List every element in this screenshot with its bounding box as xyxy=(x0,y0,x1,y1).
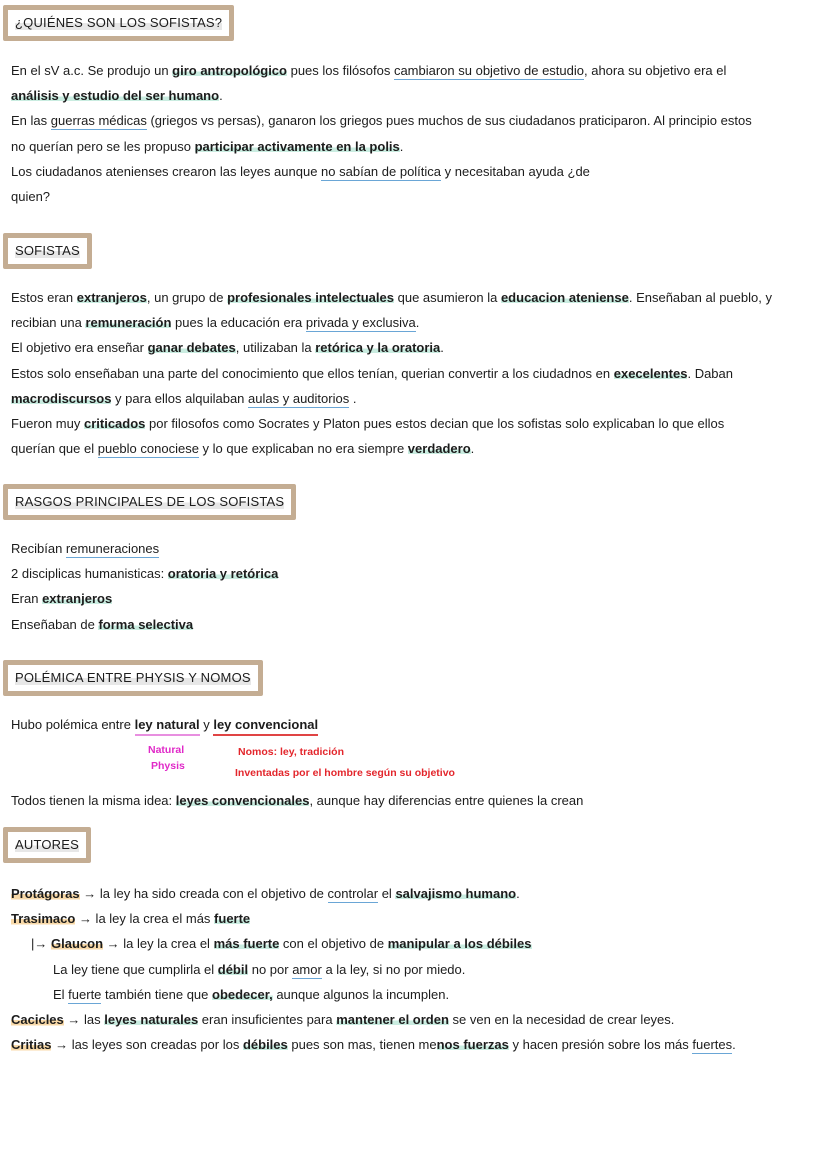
note-nomos: Nomos: ley, tradición xyxy=(238,746,344,758)
note-inventadas: Inventadas por el hombre según su objetivo xyxy=(235,767,455,779)
text-line: quien? xyxy=(11,188,51,204)
text-line: Enseñaban de forma selectiva xyxy=(11,616,194,632)
heading-text: SOFISTAS xyxy=(15,243,80,258)
highlight: forma selectiva xyxy=(98,616,194,632)
heading-autores xyxy=(3,827,91,863)
text-line: Cacicles → las leyes naturales eran insuficientes para mantener el orden se ven en la necesidad de crear leyes. xyxy=(11,1011,675,1027)
note-physis: Physis xyxy=(151,760,185,772)
underline: guerras médicas xyxy=(50,113,147,129)
highlight: mantener el orden xyxy=(336,1011,449,1027)
author-name: Critias xyxy=(11,1037,52,1053)
text-line: Estos solo enseñaban una parte del conocimiento que ellos tenían, querian convertir a los ciudadnos en execelentes. Daban xyxy=(11,365,734,381)
note-natural: Natural xyxy=(148,744,185,756)
text-line: Estos eran extranjeros, un grupo de profesionales intelectuales que asumieron la educacion ateniense. Enseñaban al pueblo, y xyxy=(11,290,772,305)
highlight: más fuerte xyxy=(213,936,280,952)
highlight: obedecer, xyxy=(212,986,273,1002)
highlight: nos fuerzas xyxy=(436,1037,509,1053)
section-autores xyxy=(11,881,811,1057)
section-rasgos xyxy=(11,536,811,637)
text-line: Trasimaco → la ley la crea el más fuerte xyxy=(11,911,251,927)
text-line: no querían pero se les propuso participar activamente en la polis. xyxy=(11,138,404,154)
heading-rasgos xyxy=(3,484,296,520)
highlight: débil xyxy=(217,961,249,977)
heading-text: ¿QUIÉNES SON LOS SOFISTAS? xyxy=(15,15,223,30)
highlight: ganar debates xyxy=(147,340,236,356)
highlight: análisis y estudio del ser humano xyxy=(11,88,220,104)
highlight: execelentes xyxy=(613,365,688,381)
section-intro xyxy=(11,58,811,209)
text-line: recibian una remuneración pues la educación era privada y exclusiva. xyxy=(11,315,420,331)
highlight: fuerte xyxy=(214,911,251,927)
author-name: Protágoras xyxy=(11,886,80,901)
highlight: macrodiscursos xyxy=(11,390,112,406)
highlight: participar activamente en la polis xyxy=(194,138,400,154)
underline: fuertes xyxy=(692,1037,733,1053)
text-line: En el sV a.c. Se produjo un giro antropológico pues los filósofos cambiaron su objetivo de estudio, ahora su objetivo era el xyxy=(11,63,727,78)
heading-text: AUTORES xyxy=(15,837,80,852)
text-line: El objetivo era enseñar ganar debates, utilizaban la retórica y la oratoria. xyxy=(11,340,444,356)
underline: remuneraciones xyxy=(65,541,160,556)
heading-sofistas xyxy=(3,233,92,269)
heading-polemica xyxy=(3,660,263,696)
underline: aulas y auditorios xyxy=(248,390,350,406)
highlight: débiles xyxy=(242,1037,288,1053)
text-line: Critias → las leyes son creadas por los débiles pues son mas, tienen menos fuerzas y hacen presión sobre los más fuertes. xyxy=(11,1037,736,1053)
underline: amor xyxy=(292,961,322,977)
author-name: Trasimaco xyxy=(11,911,76,927)
heading-text: RASGOS PRINCIPALES DE LOS SOFISTAS xyxy=(15,494,285,509)
highlight: remuneración xyxy=(85,315,172,331)
highlight: leyes naturales xyxy=(104,1011,199,1027)
text-line: Hubo polémica entre ley natural y ley convencional xyxy=(11,712,811,737)
text-line: Fueron muy criticados por filosofos como Socrates y Platon pues estos decian que los sofistas solo explicaban lo que ellos xyxy=(11,415,725,431)
underline: pueblo conociese xyxy=(97,441,199,457)
section-polemica-2 xyxy=(11,788,811,813)
ley-natural: ley natural xyxy=(135,717,200,736)
section-sofistas xyxy=(11,285,811,461)
underline: fuerte xyxy=(68,986,102,1002)
text-line: 2 disciplicas humanisticas: oratoria y retórica xyxy=(11,566,279,582)
underline: privada y exclusiva xyxy=(305,315,416,331)
text-line: En las guerras médicas (griegos vs persas), ganaron los griegos pues muchos de sus ciudadanos praticiparon. Al principio estos xyxy=(11,113,752,129)
text-line: |→ Glaucon → la ley la crea el más fuerte con el objetivo de manipular a los débiles xyxy=(31,936,532,952)
text-line: La ley tiene que cumplirla el débil no por amor a la ley, si no por miedo. xyxy=(53,961,466,977)
highlight: leyes convencionales xyxy=(175,793,310,808)
text-line: Protágoras → la ley ha sido creada con el objetivo de controlar el salvajismo humano. xyxy=(11,886,520,901)
text-line: querían que el pueblo conociese y lo que explicaban no era siempre verdadero. xyxy=(11,441,475,457)
ley-convencional: ley convencional xyxy=(213,717,318,736)
highlight: extranjeros xyxy=(76,290,147,305)
text-line: El fuerte también tiene que obedecer, aunque algunos la incumplen. xyxy=(53,986,450,1002)
highlight: manipular a los débiles xyxy=(387,936,532,952)
text-line: macrodiscursos y para ellos alquilaban aulas y auditorios . xyxy=(11,390,357,406)
underline: cambiaron su objetivo de estudio xyxy=(393,63,584,78)
highlight: retórica y la oratoria xyxy=(315,340,441,356)
highlight: educacion ateniense xyxy=(500,290,629,305)
author-name: Cacicles xyxy=(11,1011,64,1027)
text-line: Eran extranjeros xyxy=(11,591,113,607)
heading-quienes-son xyxy=(3,5,234,41)
heading-text: POLÉMICA ENTRE PHYSIS Y NOMOS xyxy=(15,670,251,685)
highlight: salvajismo humano xyxy=(395,886,517,901)
section-polemica xyxy=(11,712,811,737)
underline: controlar xyxy=(327,886,379,901)
highlight: extranjeros xyxy=(42,591,113,607)
highlight: giro antropológico xyxy=(172,63,287,78)
author-name: Glaucon xyxy=(51,936,104,952)
text-line: Todos tienen la misma idea: leyes convencionales, aunque hay diferencias entre quienes la crean xyxy=(11,793,584,808)
highlight: profesionales intelectuales xyxy=(227,290,394,305)
text-line: Recibían remuneraciones xyxy=(11,541,160,556)
highlight: oratoria y retórica xyxy=(167,566,279,582)
text-line: análisis y estudio del ser humano. xyxy=(11,88,223,104)
highlight: verdadero xyxy=(407,441,471,457)
text-line: Los ciudadanos atenienses crearon las leyes aunque no sabían de política y necesitaban ayuda ¿de xyxy=(11,163,590,179)
underline: no sabían de política xyxy=(321,163,442,179)
highlight: criticados xyxy=(83,415,146,431)
